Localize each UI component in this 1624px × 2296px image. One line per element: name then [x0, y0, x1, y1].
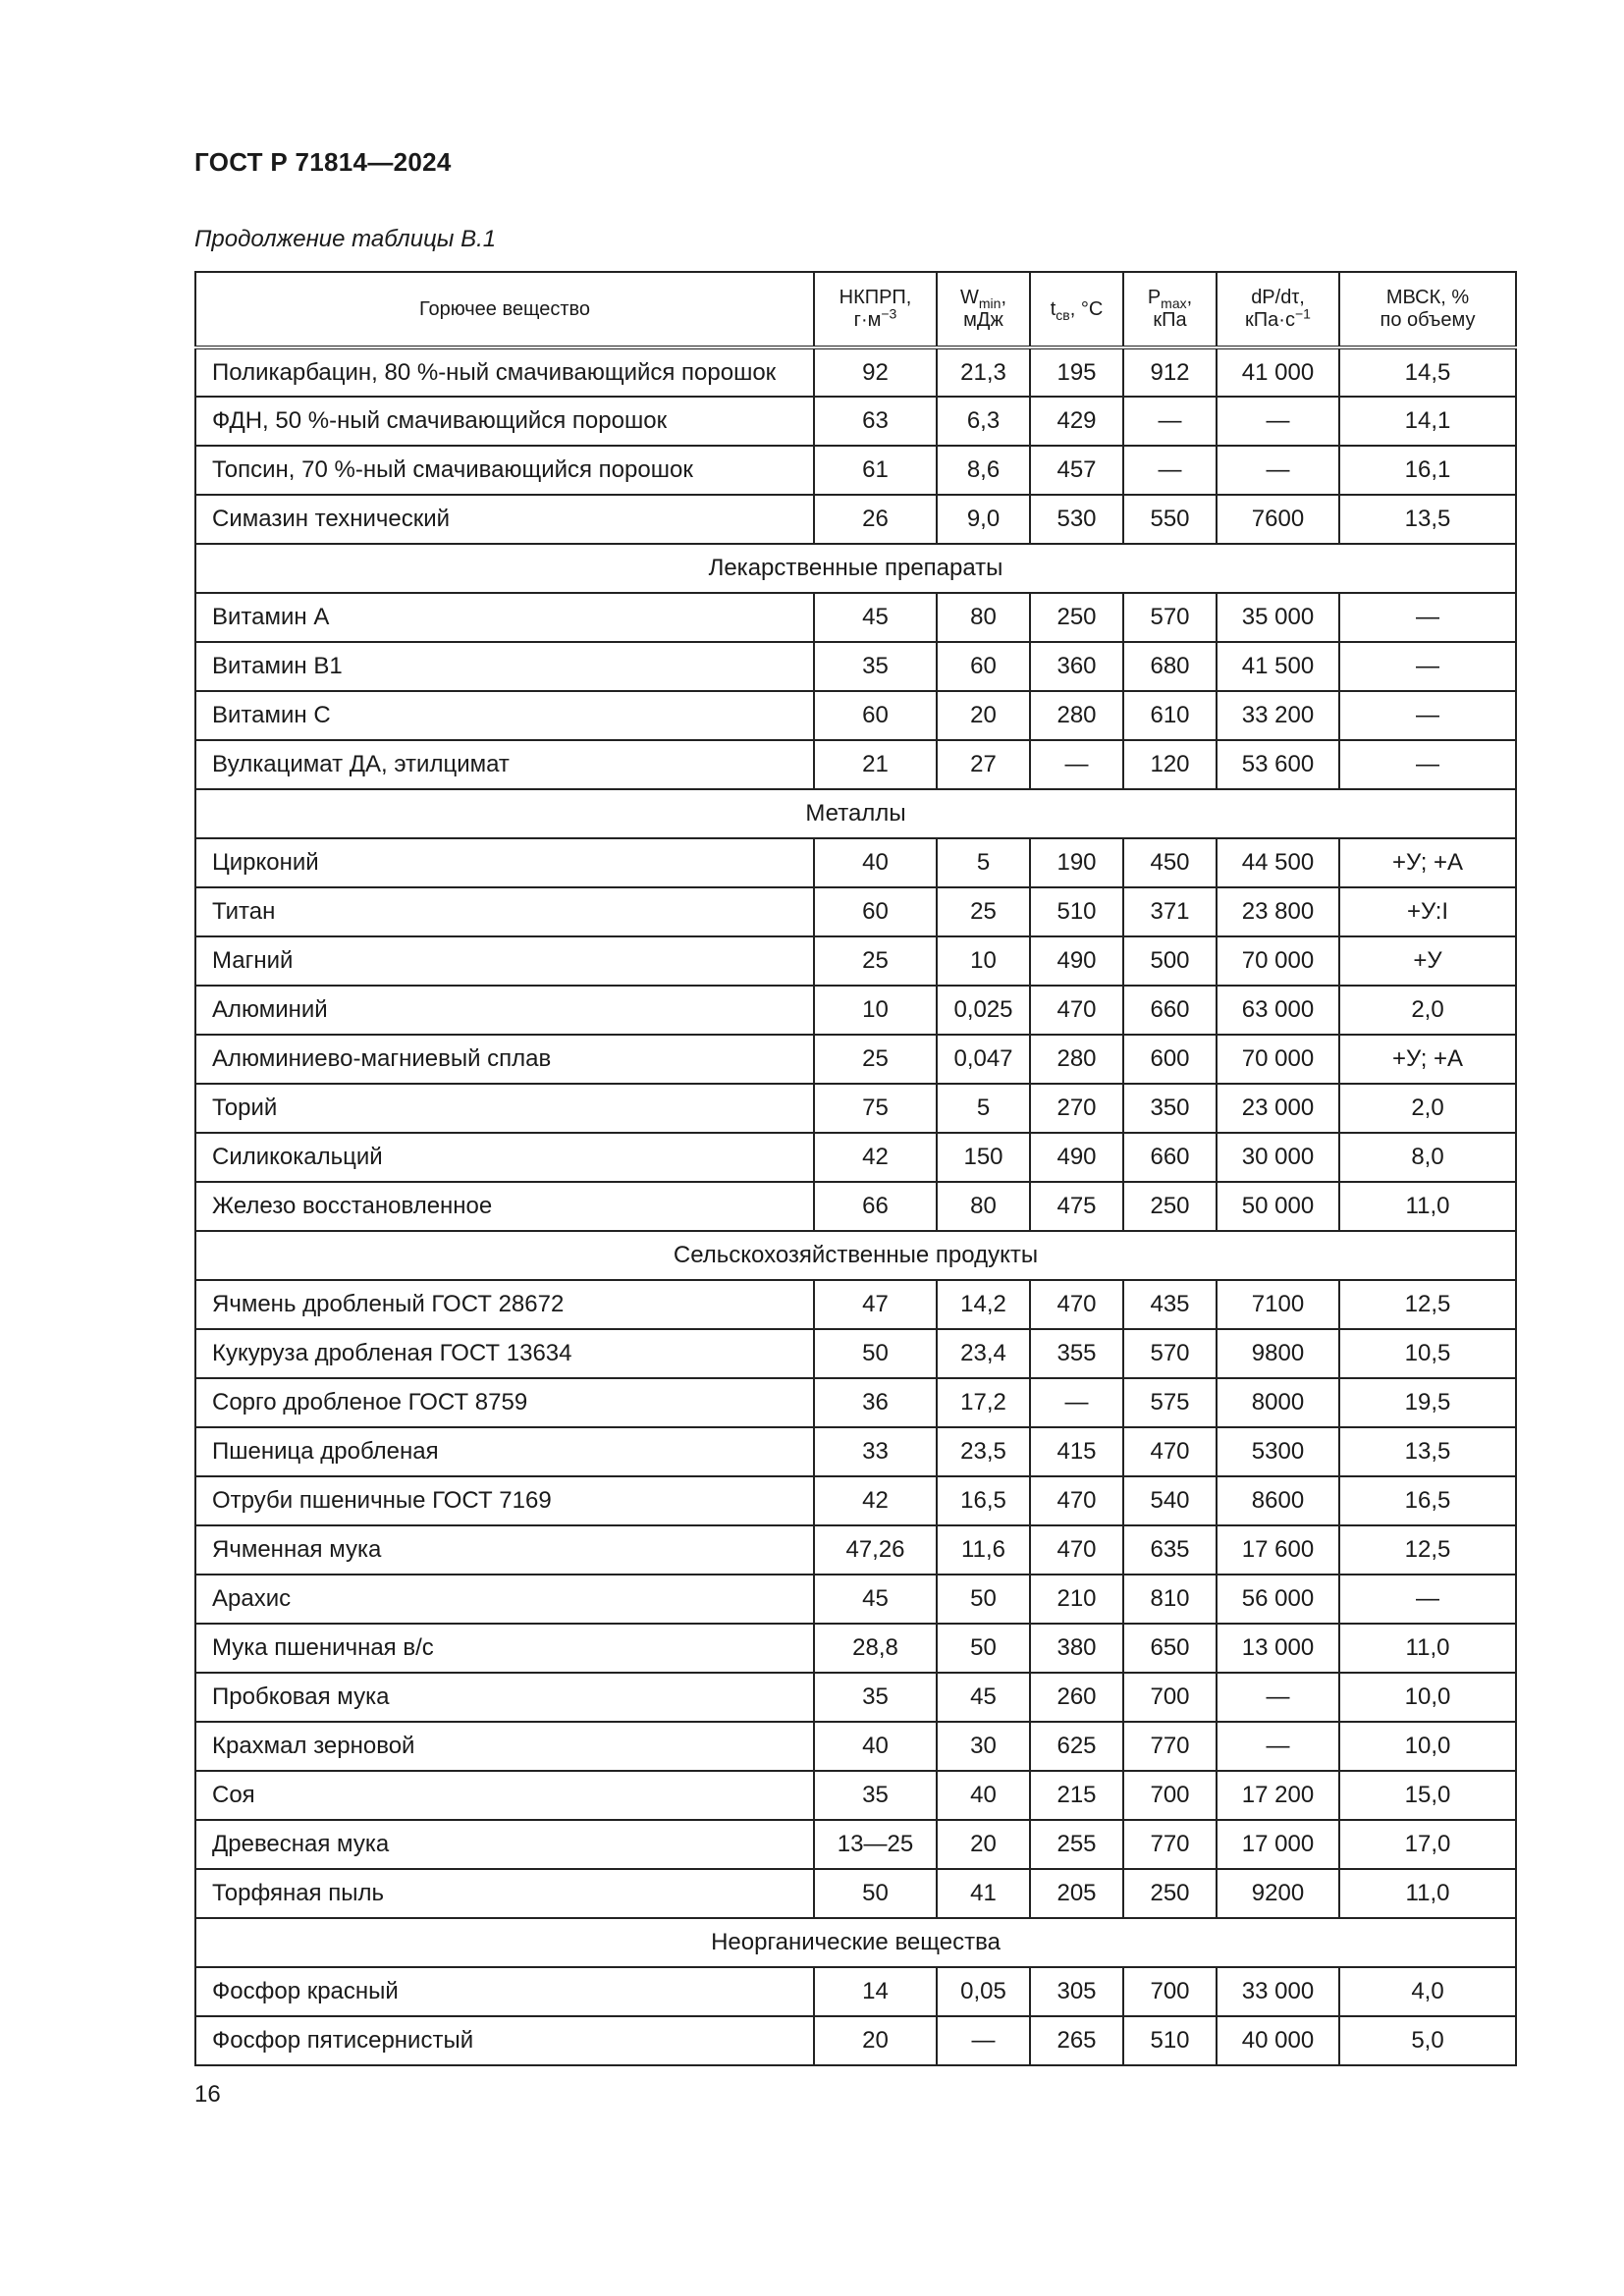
value-cell: 8600 [1217, 1476, 1339, 1525]
table-row [195, 1820, 1516, 1869]
table-row [195, 838, 1516, 887]
value-cell: 635 [1123, 1525, 1217, 1575]
value-cell: 8000 [1217, 1378, 1339, 1427]
substance-cell: Поликарбацин, 80 %-ный смачивающийся порошок [195, 347, 814, 397]
section-title: Металлы [195, 789, 1516, 838]
col-header-mvsk: МВСК, % по объему [1339, 272, 1516, 347]
table-row [195, 446, 1516, 495]
value-cell: — [1217, 1673, 1339, 1722]
value-cell: 265 [1030, 2016, 1123, 2065]
value-cell: 92 [814, 347, 937, 397]
value-cell: 457 [1030, 446, 1123, 495]
value-cell: 660 [1123, 1133, 1217, 1182]
value-cell: 20 [937, 691, 1030, 740]
value-cell: 280 [1030, 691, 1123, 740]
table-row [195, 1280, 1516, 1329]
value-cell: 42 [814, 1476, 937, 1525]
value-cell: 14 [814, 1967, 937, 2016]
value-cell: 0,047 [937, 1035, 1030, 1084]
value-cell: 8,6 [937, 446, 1030, 495]
value-cell: 23,4 [937, 1329, 1030, 1378]
value-cell: 47,26 [814, 1525, 937, 1575]
value-cell: 215 [1030, 1771, 1123, 1820]
value-cell: 13,5 [1339, 1427, 1516, 1476]
value-cell: 2,0 [1339, 986, 1516, 1035]
table-row [195, 1084, 1516, 1133]
table-caption: Продолжение таблицы В.1 [194, 226, 497, 252]
value-cell: 20 [814, 2016, 937, 2065]
value-cell: — [1339, 691, 1516, 740]
value-cell: 35 000 [1217, 593, 1339, 642]
value-cell: 17,2 [937, 1378, 1030, 1427]
value-cell: 40 [814, 1722, 937, 1771]
value-cell: 600 [1123, 1035, 1217, 1084]
value-cell: 9200 [1217, 1869, 1339, 1918]
table-row [195, 1035, 1516, 1084]
value-cell: 50 [814, 1869, 937, 1918]
value-cell: 50 [937, 1624, 1030, 1673]
value-cell: 415 [1030, 1427, 1123, 1476]
value-cell: 16,5 [937, 1476, 1030, 1525]
value-cell: 13 000 [1217, 1624, 1339, 1673]
value-cell: 10,0 [1339, 1722, 1516, 1771]
value-cell: 33 [814, 1427, 937, 1476]
value-cell: 23 000 [1217, 1084, 1339, 1133]
table-row [195, 1378, 1516, 1427]
value-cell: 40 000 [1217, 2016, 1339, 2065]
value-cell: +У:I [1339, 887, 1516, 936]
value-cell: — [1123, 397, 1217, 446]
value-cell: 255 [1030, 1820, 1123, 1869]
table-row [195, 1624, 1516, 1673]
value-cell: 23 800 [1217, 887, 1339, 936]
value-cell: 190 [1030, 838, 1123, 887]
value-cell: 470 [1030, 1525, 1123, 1575]
value-cell: 42 [814, 1133, 937, 1182]
section-row [195, 1231, 1516, 1280]
value-cell: 450 [1123, 838, 1217, 887]
substance-cell: Алюминиево-магниевый сплав [195, 1035, 814, 1084]
substance-cell: Титан [195, 887, 814, 936]
value-cell: — [1217, 446, 1339, 495]
value-cell: 35 [814, 1771, 937, 1820]
value-cell: 205 [1030, 1869, 1123, 1918]
value-cell: 120 [1123, 740, 1217, 789]
value-cell: +У; +А [1339, 1035, 1516, 1084]
value-cell: 355 [1030, 1329, 1123, 1378]
value-cell: 10,5 [1339, 1329, 1516, 1378]
value-cell: 530 [1030, 495, 1123, 544]
section-row [195, 789, 1516, 838]
value-cell: 510 [1123, 2016, 1217, 2065]
section-row [195, 544, 1516, 593]
table-row [195, 887, 1516, 936]
table-header-row [195, 272, 1516, 347]
value-cell: 50 000 [1217, 1182, 1339, 1231]
section-title: Лекарственные препараты [195, 544, 1516, 593]
value-cell: 33 200 [1217, 691, 1339, 740]
value-cell: 26 [814, 495, 937, 544]
value-cell: 280 [1030, 1035, 1123, 1084]
value-cell: 41 500 [1217, 642, 1339, 691]
substance-cell: Мука пшеничная в/с [195, 1624, 814, 1673]
value-cell: 475 [1030, 1182, 1123, 1231]
col-header-dpdt: dP/dτ, $кПа\cdot с^{-1}$ [1217, 272, 1339, 347]
value-cell: +У [1339, 936, 1516, 986]
value-cell: 810 [1123, 1575, 1217, 1624]
value-cell: 500 [1123, 936, 1217, 986]
value-cell: 250 [1123, 1182, 1217, 1231]
value-cell: 260 [1030, 1673, 1123, 1722]
value-cell: 19,5 [1339, 1378, 1516, 1427]
table-row [195, 986, 1516, 1035]
value-cell: 17 000 [1217, 1820, 1339, 1869]
value-cell: 44 500 [1217, 838, 1339, 887]
table-row [195, 642, 1516, 691]
substance-cell: Ячменная мука [195, 1525, 814, 1575]
value-cell: 33 000 [1217, 1967, 1339, 2016]
value-cell: 25 [814, 1035, 937, 1084]
value-cell: 570 [1123, 1329, 1217, 1378]
value-cell: 16,5 [1339, 1476, 1516, 1525]
substance-cell: Витамин А [195, 593, 814, 642]
value-cell: 195 [1030, 347, 1123, 397]
value-cell: 510 [1030, 887, 1123, 936]
substance-cell: Витамин В1 [195, 642, 814, 691]
value-cell: 490 [1030, 1133, 1123, 1182]
col-header-wmin: $W_{min}$, мДж [937, 272, 1030, 347]
document-code: ГОСТ Р 71814—2024 [194, 147, 452, 177]
table-row [195, 1427, 1516, 1476]
substance-cell: Силикокальций [195, 1133, 814, 1182]
substance-cell: Витамин С [195, 691, 814, 740]
table-row [195, 1771, 1516, 1820]
substance-cell: Кукуруза дробленая ГОСТ 13634 [195, 1329, 814, 1378]
substance-cell: Торфяная пыль [195, 1869, 814, 1918]
value-cell: — [1030, 1378, 1123, 1427]
substance-cell: Пробковая мука [195, 1673, 814, 1722]
value-cell: 61 [814, 446, 937, 495]
substance-cell: Железо восстановленное [195, 1182, 814, 1231]
value-cell: 680 [1123, 642, 1217, 691]
value-cell: 350 [1123, 1084, 1217, 1133]
value-cell: 371 [1123, 887, 1217, 936]
value-cell: 10 [937, 936, 1030, 986]
value-cell: 12,5 [1339, 1525, 1516, 1575]
value-cell: 53 600 [1217, 740, 1339, 789]
value-cell: 0,05 [937, 1967, 1030, 2016]
value-cell: 650 [1123, 1624, 1217, 1673]
value-cell: 14,1 [1339, 397, 1516, 446]
table-row [195, 495, 1516, 544]
value-cell: — [1217, 1722, 1339, 1771]
value-cell: 470 [1030, 1476, 1123, 1525]
value-cell: 250 [1030, 593, 1123, 642]
value-cell: 429 [1030, 397, 1123, 446]
value-cell: 700 [1123, 1967, 1217, 2016]
value-cell: 11,0 [1339, 1624, 1516, 1673]
col-header-pmax: $P_{max}$, кПа [1123, 272, 1217, 347]
value-cell: 12,5 [1339, 1280, 1516, 1329]
substance-cell: Торий [195, 1084, 814, 1133]
value-cell: 570 [1123, 593, 1217, 642]
value-cell: 15,0 [1339, 1771, 1516, 1820]
value-cell: 60 [814, 887, 937, 936]
table-row [195, 1722, 1516, 1771]
value-cell: 45 [937, 1673, 1030, 1722]
value-cell: 770 [1123, 1820, 1217, 1869]
substance-cell: Топсин, 70 %-ный смачивающийся порошок [195, 446, 814, 495]
value-cell: 250 [1123, 1869, 1217, 1918]
value-cell: 40 [814, 838, 937, 887]
value-cell: 380 [1030, 1624, 1123, 1673]
substance-cell: Цирконий [195, 838, 814, 887]
value-cell: 9800 [1217, 1329, 1339, 1378]
table-row [195, 1133, 1516, 1182]
value-cell: 435 [1123, 1280, 1217, 1329]
value-cell: 23,5 [937, 1427, 1030, 1476]
value-cell: 45 [814, 1575, 937, 1624]
table-row [195, 740, 1516, 789]
value-cell: 50 [937, 1575, 1030, 1624]
col-header-lfl: НКПРП, $г\cdot м^{-3}$ [814, 272, 937, 347]
table-row [195, 1673, 1516, 1722]
substance-cell: Ячмень дробленый ГОСТ 28672 [195, 1280, 814, 1329]
table-row [195, 1869, 1516, 1918]
value-cell: 912 [1123, 347, 1217, 397]
substance-cell: Соя [195, 1771, 814, 1820]
value-cell: 21 [814, 740, 937, 789]
table-row [195, 691, 1516, 740]
substance-cell: Сорго дробленое ГОСТ 8759 [195, 1378, 814, 1427]
value-cell: 0,025 [937, 986, 1030, 1035]
value-cell: 150 [937, 1133, 1030, 1182]
value-cell: 470 [1123, 1427, 1217, 1476]
value-cell: 60 [937, 642, 1030, 691]
value-cell: 9,0 [937, 495, 1030, 544]
value-cell: 5300 [1217, 1427, 1339, 1476]
substance-cell: Пшеница дробленая [195, 1427, 814, 1476]
value-cell: 625 [1030, 1722, 1123, 1771]
value-cell: 11,0 [1339, 1182, 1516, 1231]
value-cell: 11,0 [1339, 1869, 1516, 1918]
value-cell: 45 [814, 593, 937, 642]
value-cell: — [1339, 1575, 1516, 1624]
data-table [194, 271, 1517, 2066]
page-number: 16 [194, 2081, 221, 2108]
value-cell: 14,2 [937, 1280, 1030, 1329]
section-title: Неорганические вещества [195, 1918, 1516, 1967]
value-cell: — [1339, 593, 1516, 642]
table-row [195, 593, 1516, 642]
col-header-tsv: $t_{св}$, °C [1030, 272, 1123, 347]
value-cell: — [1339, 642, 1516, 691]
value-cell: 10 [814, 986, 937, 1035]
value-cell: 11,6 [937, 1525, 1030, 1575]
value-cell: 470 [1030, 1280, 1123, 1329]
substance-cell: Симазин технический [195, 495, 814, 544]
substance-cell: ФДН, 50 %-ный смачивающийся порошок [195, 397, 814, 446]
section-row [195, 1918, 1516, 1967]
value-cell: 700 [1123, 1673, 1217, 1722]
value-cell: 360 [1030, 642, 1123, 691]
value-cell: 21,3 [937, 347, 1030, 397]
value-cell: 305 [1030, 1967, 1123, 2016]
value-cell: 490 [1030, 936, 1123, 986]
substance-cell: Вулкацимат ДА, этилцимат [195, 740, 814, 789]
substance-cell: Фосфор пятисернистый [195, 2016, 814, 2065]
value-cell: 70 000 [1217, 1035, 1339, 1084]
col-header-substance: Горючее вещество [195, 272, 814, 347]
value-cell: 540 [1123, 1476, 1217, 1525]
value-cell: — [1030, 740, 1123, 789]
value-cell: 40 [937, 1771, 1030, 1820]
substance-cell: Древесная мука [195, 1820, 814, 1869]
substance-cell: Крахмал зерновой [195, 1722, 814, 1771]
table-row [195, 1967, 1516, 2016]
value-cell: 700 [1123, 1771, 1217, 1820]
value-cell: 575 [1123, 1378, 1217, 1427]
value-cell: 660 [1123, 986, 1217, 1035]
substance-cell: Алюминий [195, 986, 814, 1035]
value-cell: 5,0 [1339, 2016, 1516, 2065]
value-cell: 10,0 [1339, 1673, 1516, 1722]
value-cell: 27 [937, 740, 1030, 789]
value-cell: 550 [1123, 495, 1217, 544]
value-cell: 7100 [1217, 1280, 1339, 1329]
value-cell: 30 [937, 1722, 1030, 1771]
value-cell: 13—25 [814, 1820, 937, 1869]
substance-cell: Отруби пшеничные ГОСТ 7169 [195, 1476, 814, 1525]
value-cell: 70 000 [1217, 936, 1339, 986]
substance-cell: Фосфор красный [195, 1967, 814, 2016]
value-cell: +У; +А [1339, 838, 1516, 887]
value-cell: 66 [814, 1182, 937, 1231]
value-cell: 41 [937, 1869, 1030, 1918]
value-cell: 56 000 [1217, 1575, 1339, 1624]
value-cell: 75 [814, 1084, 937, 1133]
value-cell: 2,0 [1339, 1084, 1516, 1133]
table-row [195, 1575, 1516, 1624]
value-cell: 8,0 [1339, 1133, 1516, 1182]
table-row [195, 347, 1516, 397]
value-cell: 35 [814, 1673, 937, 1722]
value-cell: 80 [937, 1182, 1030, 1231]
table-row [195, 936, 1516, 986]
value-cell: 41 000 [1217, 347, 1339, 397]
value-cell: 30 000 [1217, 1133, 1339, 1182]
value-cell: 270 [1030, 1084, 1123, 1133]
value-cell: 210 [1030, 1575, 1123, 1624]
table-row [195, 1329, 1516, 1378]
table-row [195, 1182, 1516, 1231]
table-row [195, 2016, 1516, 2065]
value-cell: 5 [937, 838, 1030, 887]
value-cell: 6,3 [937, 397, 1030, 446]
value-cell: 7600 [1217, 495, 1339, 544]
value-cell: 25 [937, 887, 1030, 936]
value-cell: 36 [814, 1378, 937, 1427]
value-cell: 4,0 [1339, 1967, 1516, 2016]
table-row [195, 1525, 1516, 1575]
substance-cell: Магний [195, 936, 814, 986]
value-cell: 63 [814, 397, 937, 446]
value-cell: 63 000 [1217, 986, 1339, 1035]
value-cell: 17,0 [1339, 1820, 1516, 1869]
value-cell: 50 [814, 1329, 937, 1378]
value-cell: 470 [1030, 986, 1123, 1035]
value-cell: 80 [937, 593, 1030, 642]
value-cell: 17 600 [1217, 1525, 1339, 1575]
value-cell: 16,1 [1339, 446, 1516, 495]
value-cell: 13,5 [1339, 495, 1516, 544]
value-cell: 47 [814, 1280, 937, 1329]
value-cell: — [1123, 446, 1217, 495]
value-cell: 35 [814, 642, 937, 691]
value-cell: 5 [937, 1084, 1030, 1133]
value-cell: 20 [937, 1820, 1030, 1869]
value-cell: 17 200 [1217, 1771, 1339, 1820]
section-title: Сельскохозяйственные продукты [195, 1231, 1516, 1280]
table-row [195, 1476, 1516, 1525]
value-cell: 610 [1123, 691, 1217, 740]
value-cell: 770 [1123, 1722, 1217, 1771]
value-cell: 14,5 [1339, 347, 1516, 397]
substance-cell: Арахис [195, 1575, 814, 1624]
value-cell: 60 [814, 691, 937, 740]
value-cell: 25 [814, 936, 937, 986]
value-cell: — [1339, 740, 1516, 789]
table-row [195, 397, 1516, 446]
value-cell: 28,8 [814, 1624, 937, 1673]
value-cell: — [937, 2016, 1030, 2065]
value-cell: — [1217, 397, 1339, 446]
